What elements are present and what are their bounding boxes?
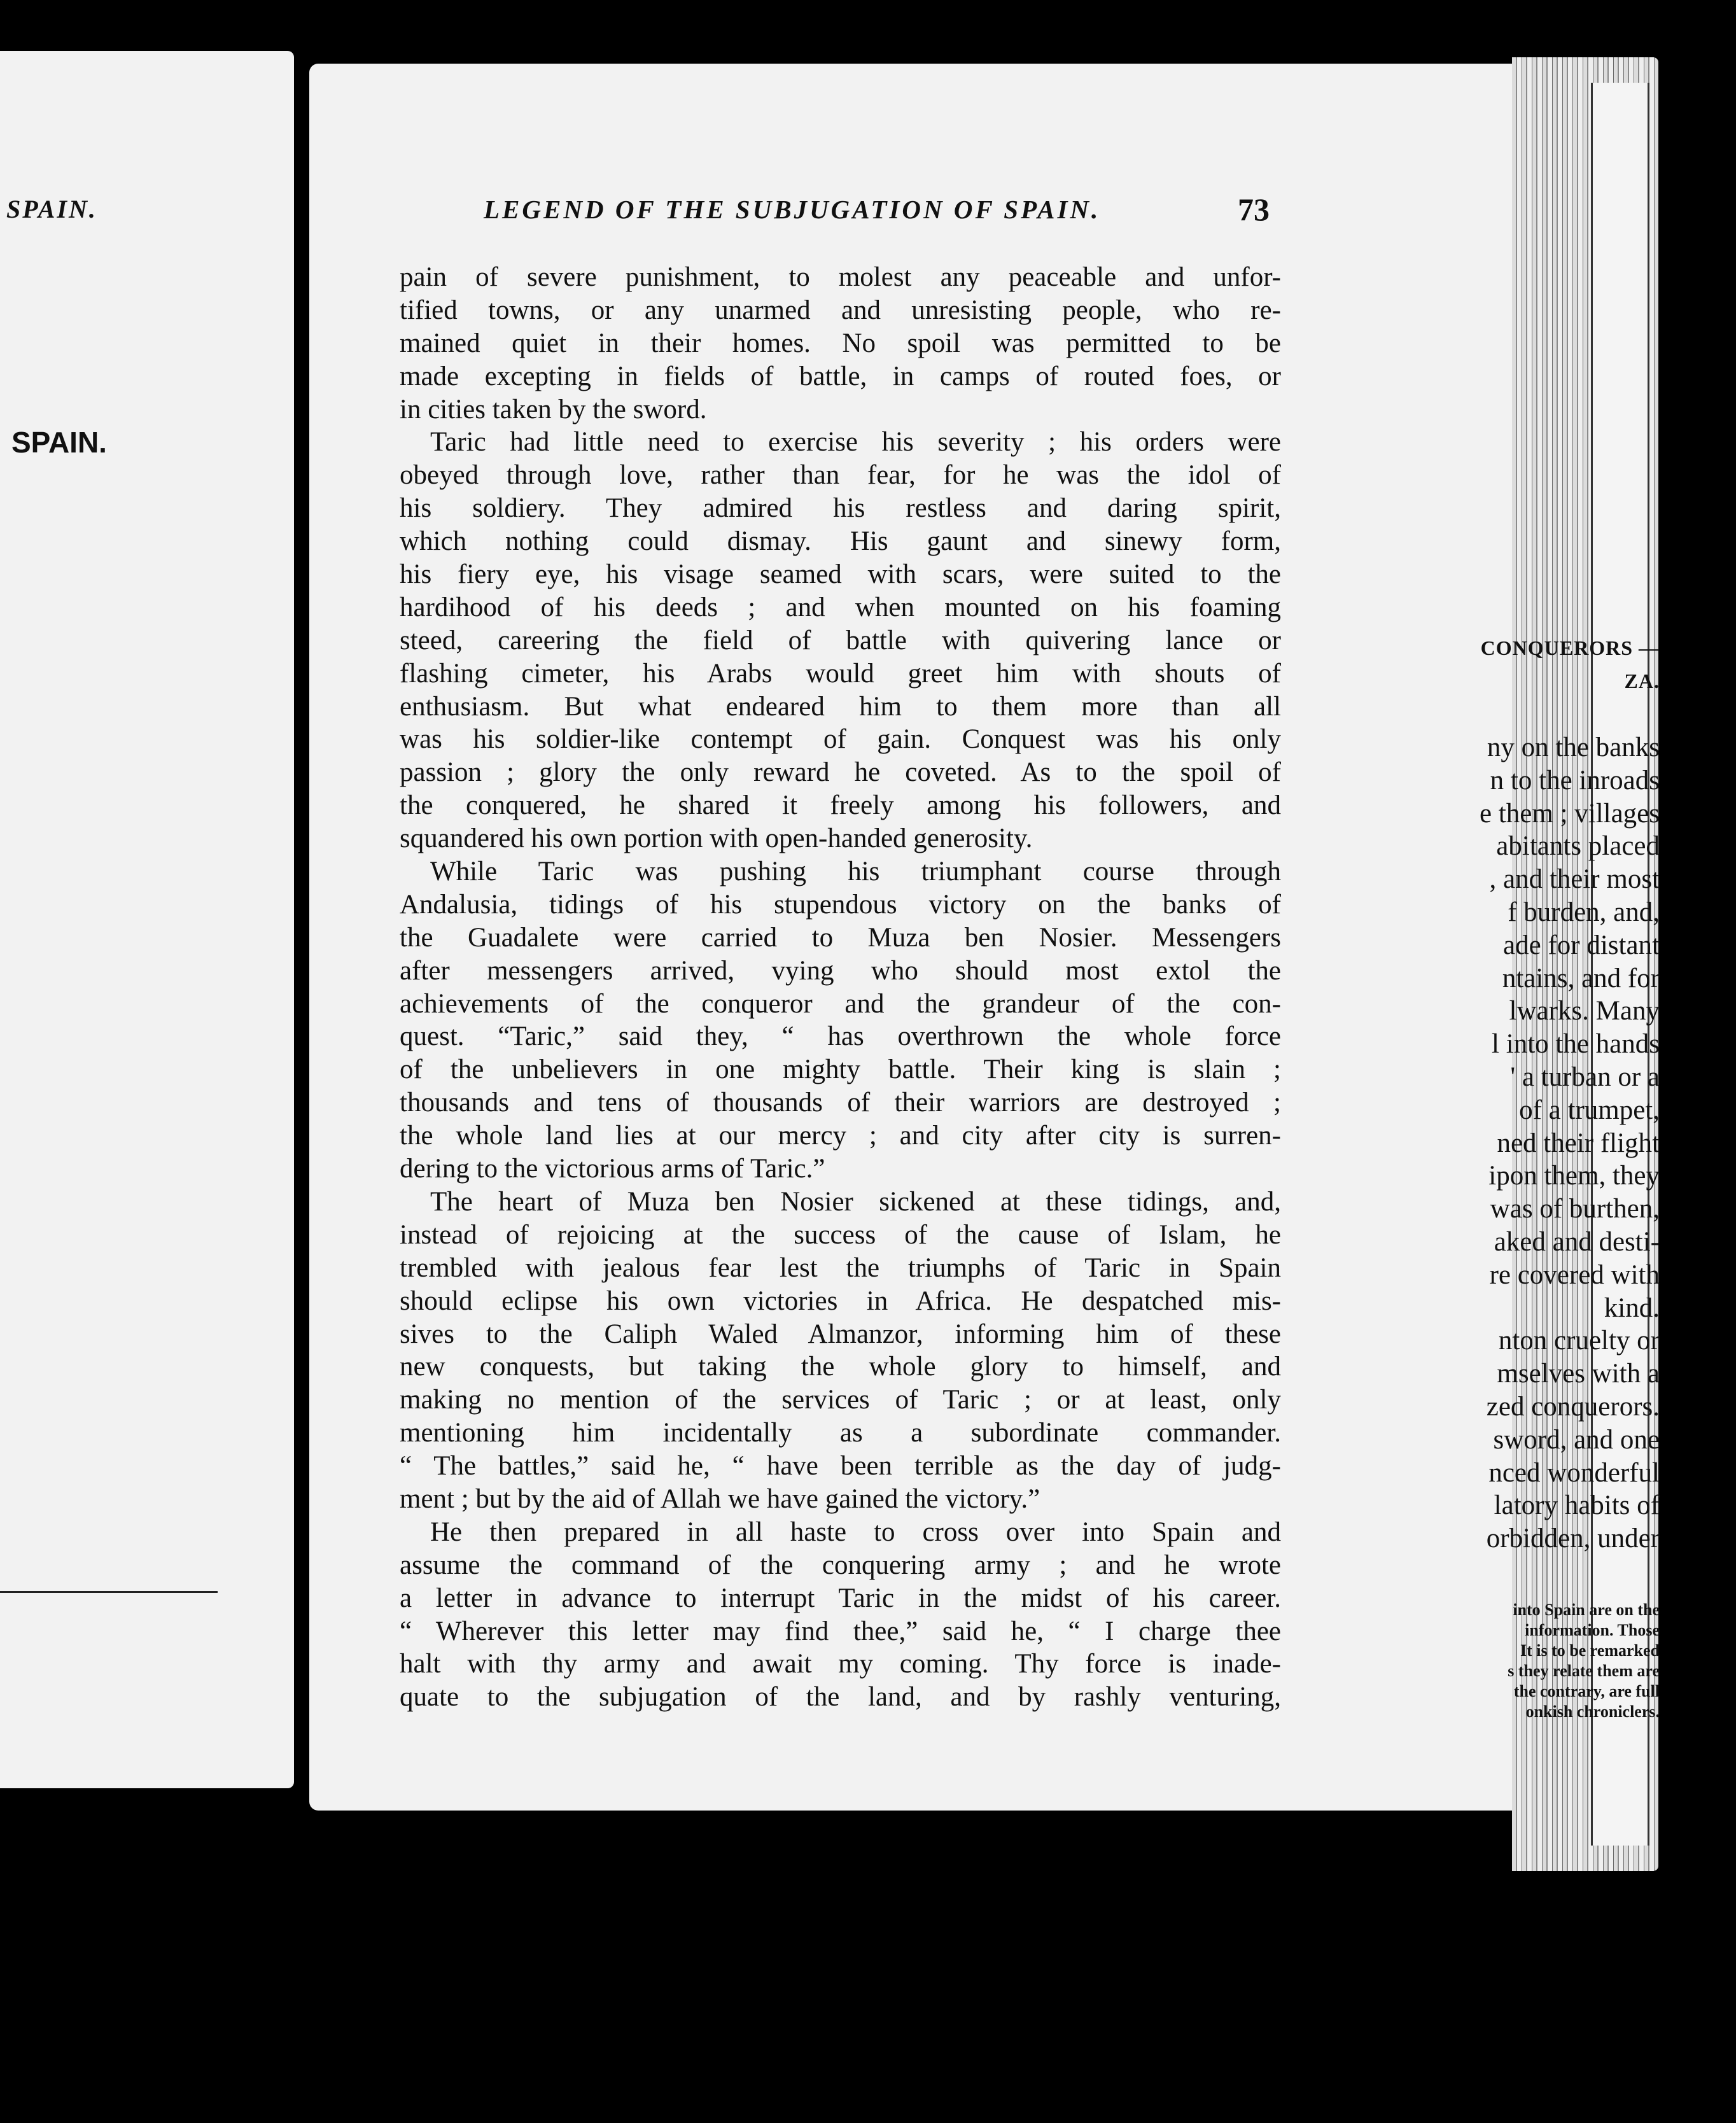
text-line: a letter in advance to interrupt Taric in the midst of his career. xyxy=(400,1583,1281,1613)
text-line: quest. “Taric,” said they, “ has overthrown the whole force xyxy=(400,1021,1281,1052)
text-line: enthusiasm. But what endeared him to them more than all xyxy=(400,691,1281,722)
left-body-line: , and their most xyxy=(1489,864,1660,895)
left-body-line: ned their flight xyxy=(1497,1128,1660,1158)
footnote-line: s they relate them are xyxy=(1508,1662,1660,1680)
footnote-line: onkish chroniclers. xyxy=(1525,1702,1660,1721)
paragraph-start-line: The heart of Muza ben Nosier sickened at these tidings, and, xyxy=(430,1186,1281,1217)
left-body-line: ade for distant xyxy=(1503,930,1660,960)
text-line: “ The battles,” said he, “ have been terrible as the day of judg- xyxy=(400,1451,1281,1482)
text-line: made excepting in fields of battle, in camps of routed foes, or xyxy=(400,361,1281,391)
text-line: his fiery eye, his visage seamed with scars, were suited to the xyxy=(400,559,1281,590)
left-body-line: ' a turban or a xyxy=(1510,1062,1660,1092)
left-body-line: was of burthen, xyxy=(1490,1194,1660,1224)
text-line: in cities taken by the sword. xyxy=(400,394,707,424)
left-page xyxy=(0,51,294,1788)
text-line: was his soldier-like contempt of gain. Conquest was his only xyxy=(400,724,1281,755)
left-body-line: nton cruelty or xyxy=(1498,1326,1660,1356)
left-body-line: n to the inroads xyxy=(1490,765,1660,795)
footnote-divider xyxy=(0,1591,218,1593)
text-line: quate to the subjugation of the land, and by rashly venturing, xyxy=(400,1682,1281,1713)
text-line: mentioning him incidentally as a subordinate commander. xyxy=(400,1418,1281,1448)
left-body-text xyxy=(1367,732,1660,1556)
left-subheading-line: CONQUERORS — xyxy=(1480,636,1660,659)
left-footnote xyxy=(1380,1601,1660,1723)
text-line: the whole land lies at our mercy ; and city after city is surren- xyxy=(400,1121,1281,1151)
left-body-line: f burden, and, xyxy=(1508,897,1660,927)
text-line: Andalusia, tidings of his stupendous victory on the banks of xyxy=(400,889,1281,920)
page-number: 73 xyxy=(1238,192,1270,227)
left-subheading xyxy=(1405,636,1660,703)
footnote-line: It is to be remarked xyxy=(1520,1641,1660,1660)
left-body-line: ipon them, they xyxy=(1488,1161,1660,1191)
text-line: thousands and tens of thousands of their warriors are destroyed ; xyxy=(400,1088,1281,1118)
text-line: the conquered, he shared it freely among his followers, and xyxy=(400,790,1281,821)
text-line: ment ; but by the aid of Allah we have gained the victory.” xyxy=(400,1483,1040,1514)
text-line: sives to the Caliph Waled Almanzor, informing him of these xyxy=(400,1319,1281,1349)
left-body-line: kind. xyxy=(1604,1293,1660,1323)
text-line: achievements of the conqueror and the grandeur of the con- xyxy=(400,988,1281,1019)
text-line: passion ; glory the only reward he coveted. As to the spoil of xyxy=(400,757,1281,788)
left-subheading-line: ZA. xyxy=(1624,669,1660,692)
text-line: squandered his own portion with open-handed generosity. xyxy=(400,823,1033,854)
left-running-head: SPAIN. xyxy=(6,195,97,223)
left-body-line: e them ; villages xyxy=(1479,798,1660,829)
left-body-line: lwarks. Many xyxy=(1509,996,1660,1026)
left-body-line: zed conquerors. xyxy=(1486,1391,1660,1422)
text-line: after messengers arrived, vying who should most extol the xyxy=(400,955,1281,986)
text-line: assume the command of the conquering army ; and he wrote xyxy=(400,1550,1281,1580)
left-body-line: ntains, and for xyxy=(1502,963,1660,993)
left-body-line: mselves with a xyxy=(1497,1359,1660,1389)
text-line: his soldiery. They admired his restless and daring spirit, xyxy=(400,493,1281,524)
left-body-line: re covered with xyxy=(1489,1259,1660,1290)
text-line: making no mention of the services of Taric ; or at least, only xyxy=(400,1385,1281,1415)
paragraph-start-line: While Taric was pushing his triumphant course through xyxy=(430,857,1281,887)
running-head: LEGEND OF THE SUBJUGATION OF SPAIN. xyxy=(484,195,1101,224)
text-line: “ Wherever this letter may find thee,” said he, “ I charge thee xyxy=(400,1616,1281,1646)
text-line: mained quiet in their homes. No spoil was permitted to be xyxy=(400,328,1281,358)
text-line: which nothing could dismay. His gaunt and sinewy form, xyxy=(400,526,1281,557)
left-body-line: sword, and one xyxy=(1493,1424,1660,1455)
left-chapter-title: SPAIN. xyxy=(11,426,107,459)
text-line: hardihood of his deeds ; and when mounted on his foaming xyxy=(400,592,1281,622)
text-line: of the unbelievers in one mighty battle. Their king is slain ; xyxy=(400,1054,1281,1085)
text-line: steed, careering the field of battle with quivering lance or xyxy=(400,625,1281,655)
text-line: flashing cimeter, his Arabs would greet him with shouts of xyxy=(400,658,1281,689)
left-body-line: ny on the banks xyxy=(1487,732,1660,762)
left-body-line: of a trumpet, xyxy=(1519,1095,1660,1125)
text-line: obeyed through love, rather than fear, for he was the idol of xyxy=(400,460,1281,491)
footnote-line: into Spain are on the xyxy=(1513,1601,1660,1619)
left-body-line: l into the hands xyxy=(1492,1029,1660,1060)
footnote-line: the contrary, are full xyxy=(1513,1682,1660,1700)
text-line: tified towns, or any unarmed and unresisting people, who re- xyxy=(400,295,1281,325)
footnote-line: information. Those xyxy=(1525,1621,1660,1639)
left-body-line: nced wonderful xyxy=(1488,1457,1660,1488)
paragraph-start-line: Taric had little need to exercise his severity ; his orders were xyxy=(430,427,1281,458)
text-line: halt with thy army and await my coming. Thy force is inade- xyxy=(400,1649,1281,1679)
text-line: pain of severe punishment, to molest any peaceable and unfor- xyxy=(400,262,1281,292)
text-line: trembled with jealous fear lest the triumphs of Taric in Spain xyxy=(400,1252,1281,1283)
text-line: instead of rejoicing at the success of the cause of Islam, he xyxy=(400,1219,1281,1250)
text-line: new conquests, but taking the whole glory to himself, and xyxy=(400,1352,1281,1382)
left-body-line: abitants placed xyxy=(1496,831,1660,862)
text-line: should eclipse his own victories in Africa. He despatched mis- xyxy=(400,1286,1281,1316)
left-body-line: latory habits of xyxy=(1494,1490,1660,1521)
paragraph-start-line: He then prepared in all haste to cross over into Spain and xyxy=(430,1517,1281,1547)
left-body-line: orbidden, under xyxy=(1486,1524,1660,1554)
text-line: dering to the victorious arms of Taric.” xyxy=(400,1154,825,1184)
text-line: the Guadalete were carried to Muza ben Nosier. Messengers xyxy=(400,922,1281,953)
body-text xyxy=(400,261,1281,1714)
left-body-line: aked and desti- xyxy=(1494,1226,1660,1257)
